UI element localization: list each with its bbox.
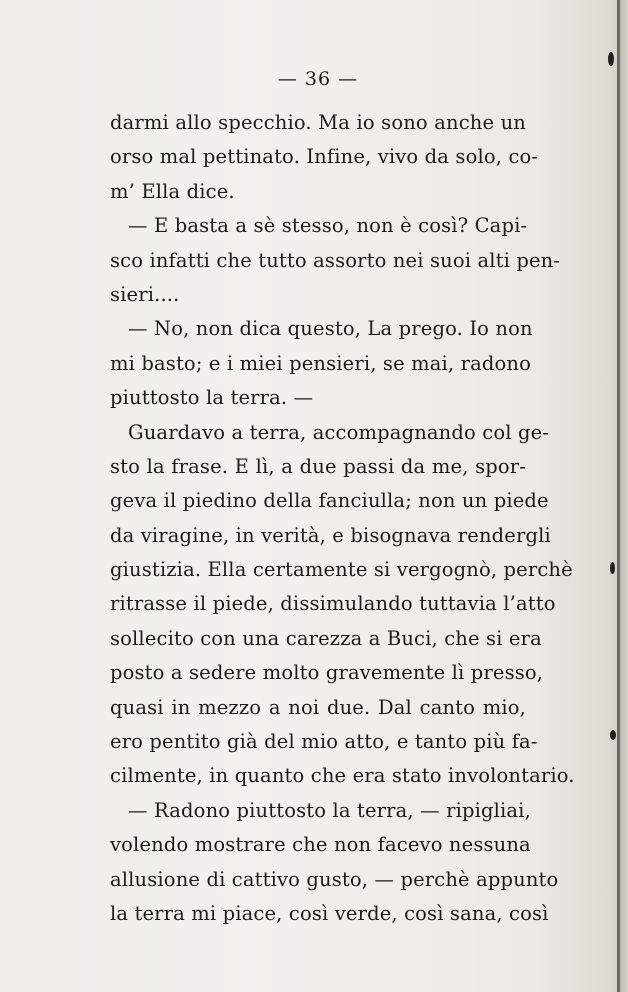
text-line: sco infatti che tutto assorto nei suoi alti pen- [110,248,561,272]
page-edge-shadow [620,0,628,992]
text-line: la terra mi piace, così verde, così sana, così [110,901,549,925]
text-line: — No, non dica questo, La prego. Io non [128,317,533,341]
text-line: orso mal pettinato. Infine, vivo da solo, co- [110,145,539,169]
binding-edge-line [617,0,620,992]
margin-mark [610,562,615,574]
text-line: giustizia. Ella certamente si vergognò, perchè [110,558,573,582]
text-line: ritrasse il piede, dissimulando tuttavia l’atto [110,592,556,616]
text-line: ero pentito già del mio atto, e tanto più fa- [110,730,538,754]
text-line: — E basta a sè stesso, non è così? Capi- [128,214,528,238]
body-text [110,106,575,931]
text-line: m’ Ella dice. [110,179,235,203]
text-line: volendo mostrare che non facevo nessuna [110,833,531,857]
text-line: allusione di cattivo gusto, — perchè appunto [110,867,559,891]
page-number: — 36 — [277,68,359,90]
margin-mark [610,730,616,740]
text-line: — Radono piuttosto la terra, — ripigliai, [128,798,531,822]
text-line: piuttosto la terra. — [110,386,314,410]
text-line: quasi in mezzo a noi due. Dal canto mio, [110,695,526,719]
margin-mark [608,52,614,66]
text-line: sto la frase. E lì, a due passi da me, spor- [110,454,526,478]
text-line: posto a sedere molto gravemente lì presso, [110,661,544,685]
text-line: geva il piedino della fanciulla; non un piede [110,489,549,513]
text-line: sieri.... [110,282,180,306]
text-line: da viragine, in verità, e bisognava rendergli [110,523,551,547]
text-line: mi basto; e i miei pensieri, se mai, radono [110,351,531,375]
text-line: cilmente, in quanto che era stato involontario. [110,764,575,788]
text-line: darmi allo specchio. Ma io sono anche un [110,111,526,134]
text-line: sollecito con una carezza a Buci, che si era [110,626,542,650]
text-line: Guardavo a terra, accompagnando col ge- [128,420,550,444]
